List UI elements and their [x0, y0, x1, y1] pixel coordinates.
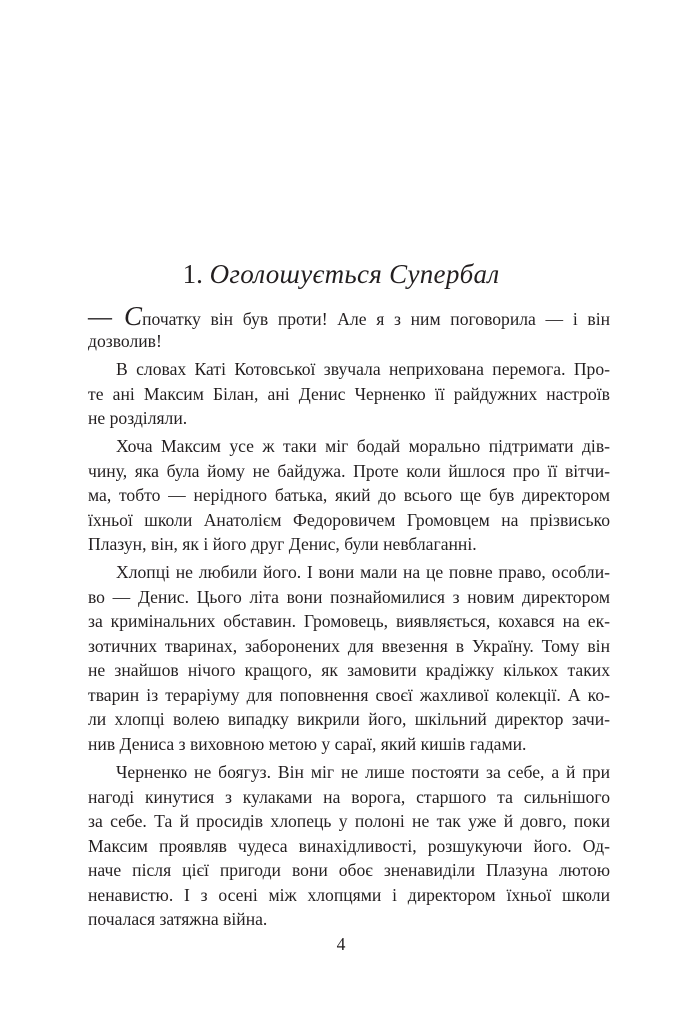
paragraph-line: не розділяли. [88, 408, 188, 428]
paragraph-line: Максим проявляв чудеса винахідливості, розшукуючи його. Од- [88, 836, 610, 856]
paragraph-line: во — Денис. Цього літа вони познайомилися з новим директором [88, 587, 610, 607]
paragraph-line: В словах Каті Котовської звучала неприхована перемога. Про- [116, 359, 610, 379]
paragraph-line: те ані Максим Білан, ані Денис Черненко її райдужних настроїв [88, 384, 610, 404]
paragraph-line: Хлопці не любили його. І вони мали на це повне право, особли- [116, 562, 610, 582]
chapter-number: 1. [182, 259, 203, 289]
paragraph-line: зотичних тваринах, заборонених для ввезення в Україну. Тому він [88, 636, 610, 656]
paragraph-line: їхньої школи Анатолієм Федоровичем Громовцем на прізвисько [88, 510, 610, 530]
chapter-title [0, 256, 682, 292]
paragraph-line: за себе. Та й просидів хлопець у полоні не так уже й довго, поки [88, 811, 610, 831]
paragraph-line: тварин із тераріуму для поповнення своєї жахливої колекції. А ко- [88, 685, 610, 705]
paragraph-line: нив Дениса з виховною метою у сараї, який кишів гадами. [88, 734, 527, 754]
paragraph-line: ли хлопці волею випадку викрили його, шкільний директор зачи- [88, 709, 610, 729]
paragraph-line: наче після цієї пригоди вони обоє зненавиділи Плазуна лютою [88, 860, 610, 880]
paragraph-line: за кримінальних обставин. Громовець, виявляється, кохався на ек- [88, 611, 610, 631]
page-number: 4 [336, 934, 346, 954]
drop-cap: — С [88, 301, 143, 331]
chapter-name: Оголошується Супербал [209, 259, 500, 289]
paragraph-line: — Спочатку він був проти! Але я з ним поговорила — і він [88, 301, 610, 331]
paragraph-line: Хоча Максим усе ж таки міг бодай морально підтримати дів- [116, 436, 610, 456]
paragraph-line: почалася затяжна війна. [88, 909, 268, 929]
paragraph-line: Черненко не боягуз. Він міг не лише постояти за себе, а й при [116, 762, 610, 782]
paragraph-line: нагоді кинутися з кулаками на ворога, старшого та сильнішого [88, 787, 610, 807]
paragraph-line: ненавистю. І з осені між хлопцями і директором їхньої школи [88, 885, 610, 905]
paragraph-line: Плазун, він, як і його друг Денис, були невблаганні. [88, 534, 477, 554]
paragraph-line: ма, тобто — нерідного батька, який до всього ще був директором [88, 485, 610, 505]
paragraph-line: не знайшов нічого кращого, як замовити крадіжку кількох таких [88, 660, 610, 680]
paragraph-line: дозволив! [88, 331, 162, 351]
paragraph-line: чину, яка була йому не байдужа. Проте коли йшлося про її вітчи- [88, 461, 610, 481]
